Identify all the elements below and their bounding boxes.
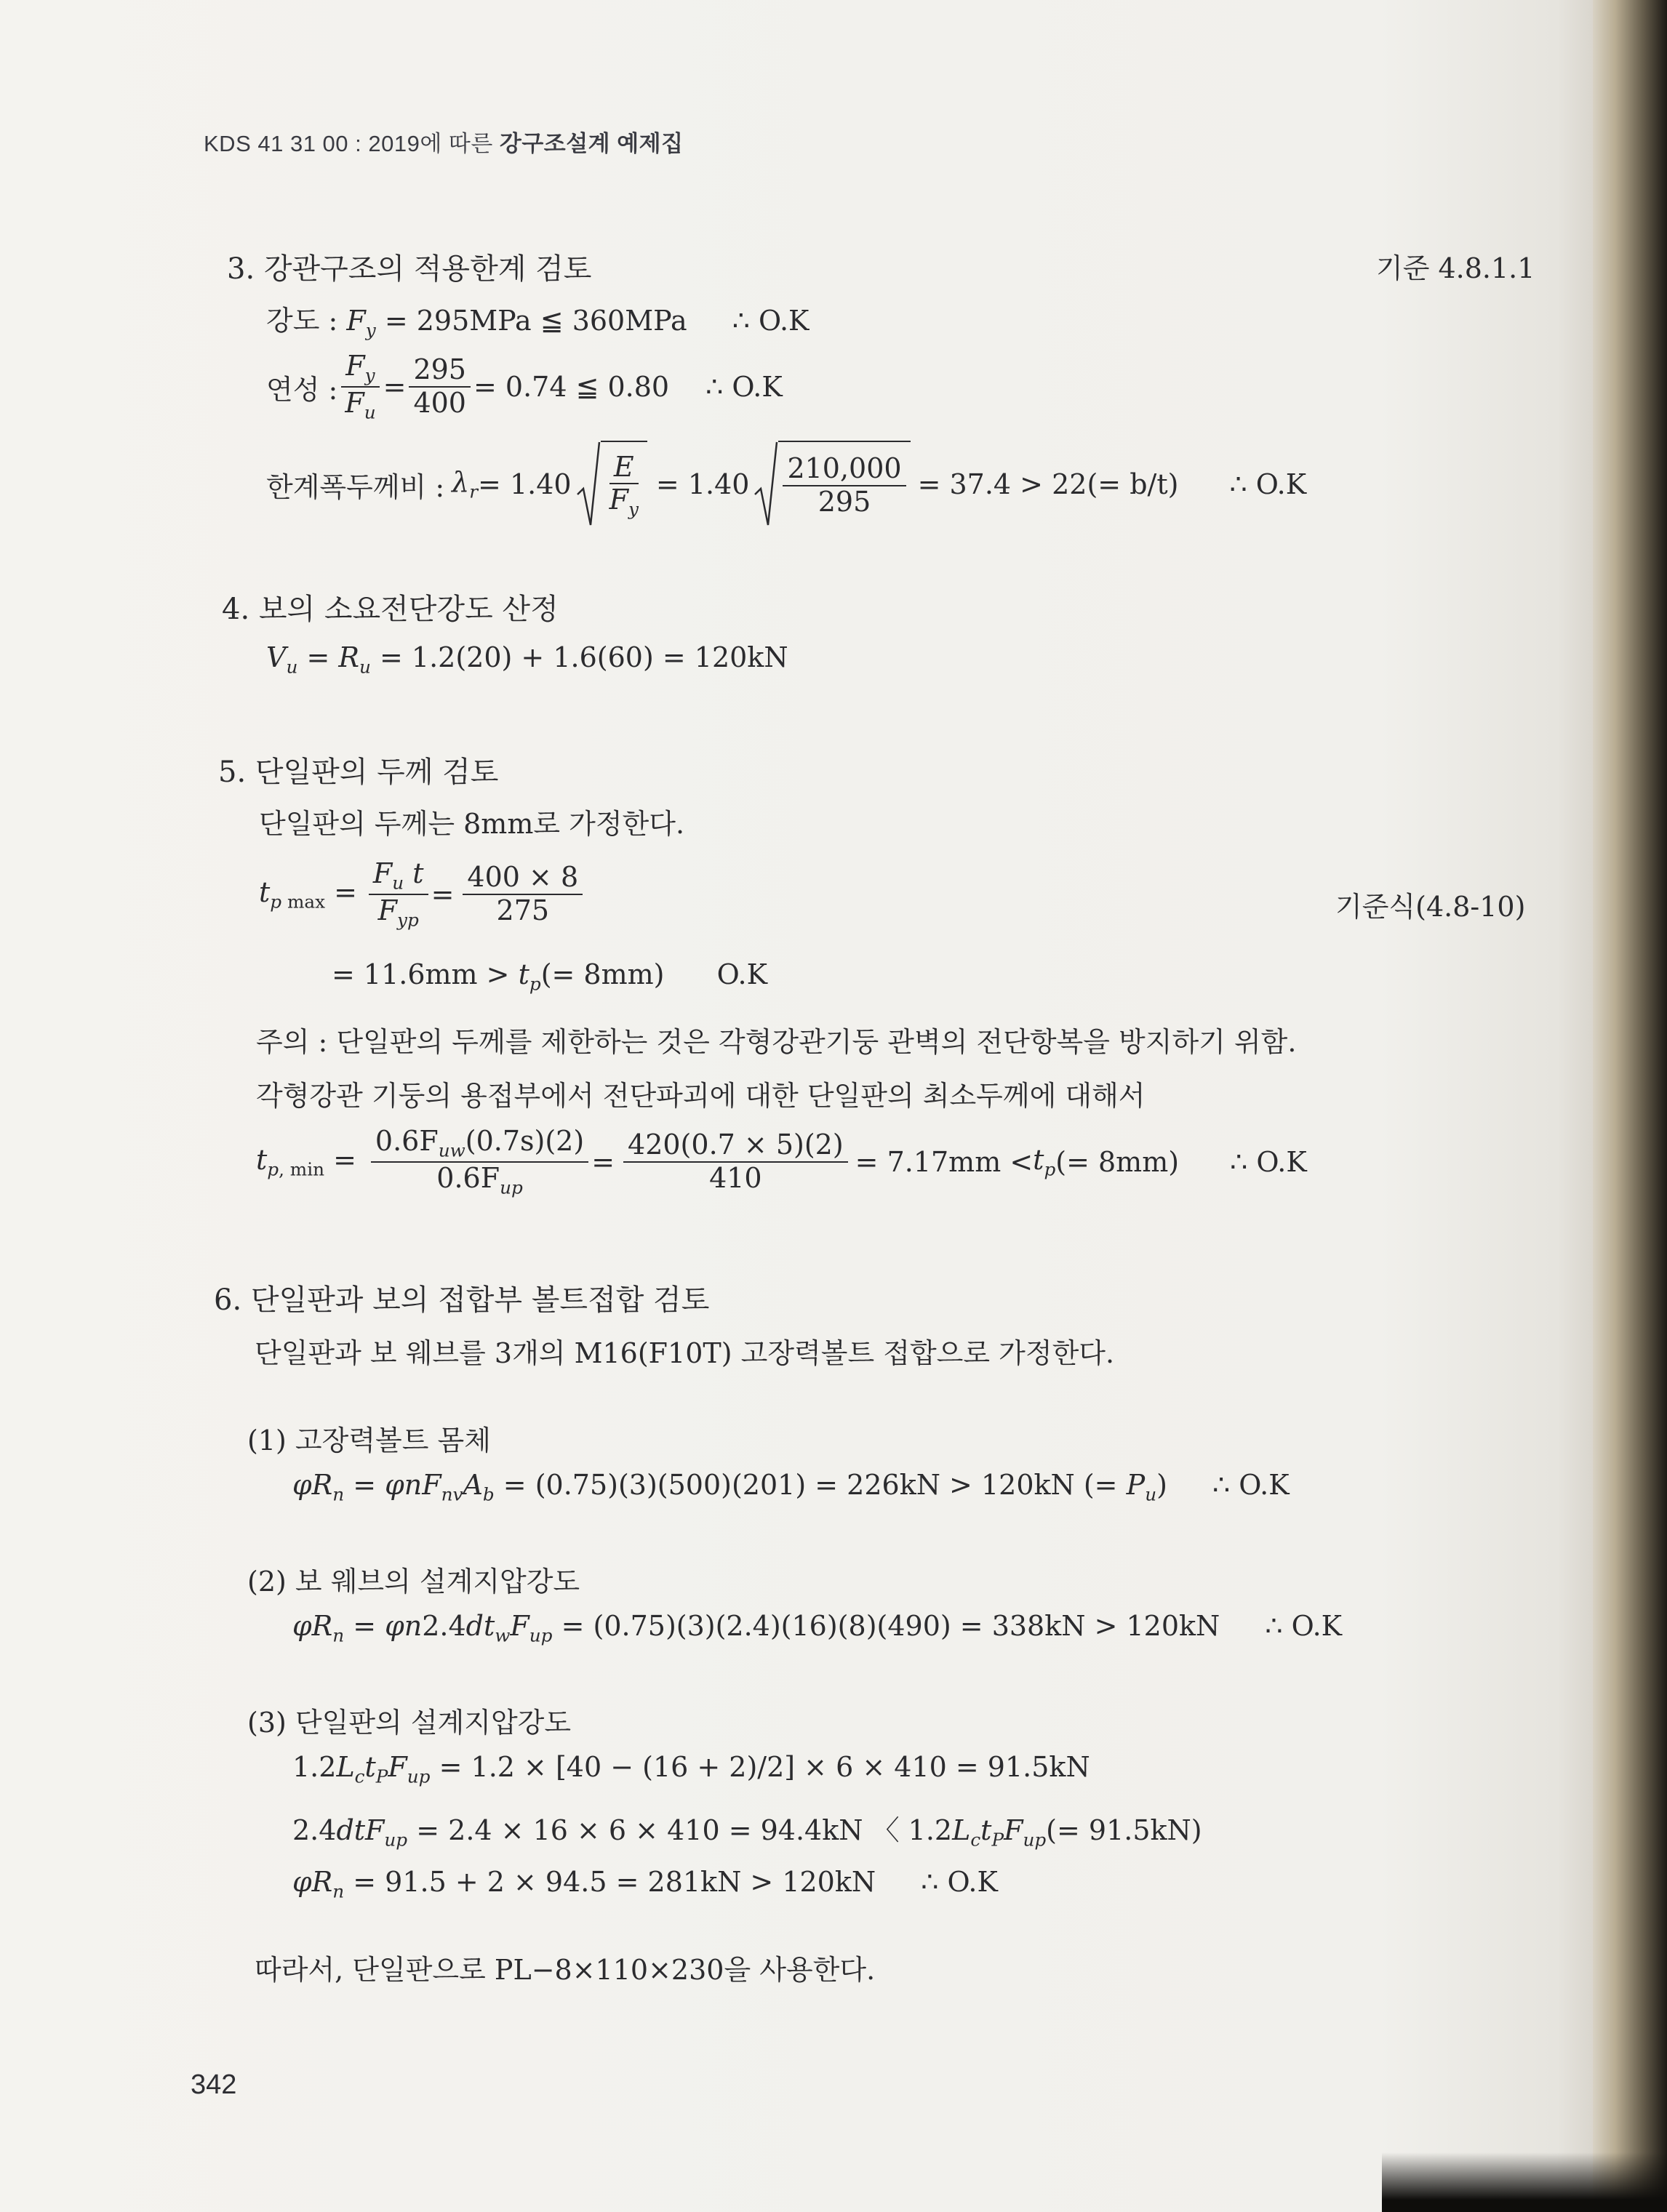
sub-1-expr: = (0.75)(3)(500)(201) = 226kN > 120kN (= xyxy=(503,1469,1127,1501)
tpmin-num1b: (0.7s)(2) xyxy=(465,1125,585,1157)
page-edge xyxy=(1593,0,1667,2212)
tpmin-den1: 0.6F xyxy=(436,1162,500,1195)
sub-2-title: (2) 보 웨브의 설계지압강도 xyxy=(247,1566,580,1598)
tpmin-result-post: (= 8mm) xyxy=(1055,1146,1180,1179)
sub-1-title: (1) 고장력볼트 몸체 xyxy=(247,1424,491,1456)
tpmax-den: 275 xyxy=(496,894,550,927)
slender-num: 210,000 xyxy=(783,453,906,486)
sub-3-line-2-expr-a: = 2.4 × 16 × 6 × 410 = 94.4kN 〈 1.2 xyxy=(416,1814,953,1846)
sqrt-symbolic: $\frac{E}{F_y}$ xyxy=(576,441,647,528)
section-5-ref: 기준식(4.8-10) xyxy=(1335,891,1526,923)
strength-label: 강도 : xyxy=(266,305,338,337)
strength-ok: ∴ O.K xyxy=(732,305,809,337)
sub-3-line-3: $\varphi R_n = 91.5 + 2 \times 94.5 = 281kN > 120kN$ ∴ O.K xyxy=(292,1866,998,1902)
slender-coef: = 1.40 xyxy=(478,468,572,500)
section-3-title: 3. 강관구조의 적용한계 검토 xyxy=(227,252,592,286)
sub-3-ok: ∴ O.K xyxy=(921,1866,998,1898)
tpmin-line: $t_{p, min}$ = $\frac{0.6F_{uw}(0.7s)(2)}{0.6F_{up}}$ = $\frac{420(0.7 \times 5)(2)}{410}$ = 7.17mm < $t_p$ (= 8mm) ∴ O.K xyxy=(256,1125,1307,1198)
slenderness-line: 한계폭두께비 : $\lambda_r$ = 1.40 $\frac{E}{F_y}$ = 1.40 $\frac{210,000}{295}$ = 37.4 > 22(= b/t) ∴ O.K xyxy=(266,441,1306,528)
strength-expr: = 295MPa ≦ 360MPa xyxy=(384,305,687,337)
tpmin-num2: 420(0.7 × 5)(2) xyxy=(623,1129,848,1163)
sub-3-line-3-expr: = 91.5 + 2 × 94.5 = 281kN > 120kN xyxy=(353,1866,876,1898)
ductility-fraction-numeric xyxy=(409,354,471,419)
section-6-title: 6. 단일판과 보의 접합부 볼트접합 검토 xyxy=(214,1283,710,1317)
sub-3-title: (3) 단일판의 설계지압강도 xyxy=(247,1707,572,1739)
ductility-ok: ∴ O.K xyxy=(705,371,783,404)
ductility-result: = 0.74 ≦ 0.80 xyxy=(473,371,670,404)
note-line-1: 주의 : 단일판의 두께를 제한하는 것은 각형강관기둥 관벽의 전단항복을 방지하기 위함. xyxy=(256,1026,1297,1058)
ductility-num: 295 xyxy=(409,354,471,388)
ductility-fraction-symbolic: $\frac{F_y}{F_u}$ xyxy=(340,350,380,423)
tpmax-result-post: (= 8mm) xyxy=(540,958,665,990)
slender-coef-2: = 1.40 xyxy=(655,468,750,500)
sub-2-expr-line: $\varphi R_n = \varphi n2.4dt_wF_{up} = (0.75)(3)(2.4)(16)(8)(490) = 338kN > 120kN$ ∴ O.K xyxy=(292,1610,1343,1646)
sub-2-expr: = (0.75)(3)(2.4)(16)(8)(490) = 338kN > 120kN xyxy=(561,1610,1220,1642)
slender-label: 한계폭두께비 : xyxy=(266,470,445,503)
section-6-assumption: 단일판과 보 웨브를 3개의 M16(F10T) 고장력볼트 접합으로 가정한다. xyxy=(255,1337,1115,1369)
page-shadow xyxy=(1382,2152,1667,2212)
page-number: 342 xyxy=(191,2069,237,2100)
strength-line: 강도 : $F_y = 295MPa$ ≦ 360MPa ∴ O.K xyxy=(266,305,809,341)
slender-result: = 37.4 > 22(= b/t) xyxy=(917,468,1179,500)
tpmax-result-line: = $11.6mm > t_p(= 8mm)$ O.K xyxy=(332,958,767,995)
sub-3-line-1-expr: = 1.2 × [40 − (16 + 2)/2] × 6 × 410 = 91.5kN xyxy=(439,1751,1090,1783)
ductility-den: 400 xyxy=(413,387,466,420)
sub-3-line-1: $1.2L_ct_PF_{up} = 1.2 \times [40 - (16 + 2)/2] \times 6 \times 410 = 91.5kN$ xyxy=(292,1751,1090,1787)
section-4-title: 4. 보의 소요전단강도 산정 xyxy=(222,593,559,626)
tpmin-num1: 0.6F xyxy=(375,1125,439,1157)
ductility-label: 연성 : xyxy=(266,373,338,406)
tpmax-num: 400 × 8 xyxy=(463,862,583,895)
sqrt-numeric xyxy=(753,441,910,528)
slender-den: 295 xyxy=(817,486,871,518)
sub-2-ok: ∴ O.K xyxy=(1265,1610,1343,1642)
note-line-2: 각형강관 기둥의 용접부에서 전단파괴에 대한 단일판의 최소두께에 대해서 xyxy=(256,1080,1146,1112)
tpmax-ok: O.K xyxy=(716,958,767,990)
sub-1-ok: ∴ O.K xyxy=(1212,1469,1290,1501)
sub-3-line-2: 2.4dtF$_{up}$ = 2.4 × 16 × 6 × 410 = 94.4kN 〈 $1.2L_ct_PF_{up}(= 91.5kN)$ xyxy=(292,1814,1202,1851)
tpmax-result-pre: = 11.6mm > xyxy=(332,958,519,990)
shear-demand-line: $V_u = R_u = 1.2(20) + 1.6(60) = 120kN$ xyxy=(266,641,788,678)
shear-demand-expr: = 1.2(20) + 1.6(60) = 120kN xyxy=(379,641,788,673)
tpmin-ok: ∴ O.K xyxy=(1230,1146,1307,1179)
tpmin-den2: 410 xyxy=(709,1162,762,1195)
header-bold: 강구조설계 예제집 xyxy=(499,131,684,156)
tpmin-result-pre: = 7.17mm < xyxy=(855,1146,1034,1179)
section-3-ref: 기준 4.8.1.1 xyxy=(1376,252,1535,284)
header-plain: KDS 41 31 00 : 2019에 따른 xyxy=(204,131,500,156)
ductility-line: 연성 : $\frac{F_y}{F_u}$ = $\frac{295}{400}$ = 0.74 ≦ 0.80 ∴ O.K xyxy=(266,350,783,423)
sub-1-expr-line: $\varphi R_n = \varphi nF_{nv}A_b = (0.75)(3)(500)(201) = 226kN > 120kN$ (= $P_u$) ∴ O.K xyxy=(292,1469,1290,1505)
conclusion: 따라서, 단일판으로 PL−8×110×230을 사용한다. xyxy=(255,1954,876,1986)
section-5-title: 5. 단일판의 두께 검토 xyxy=(218,756,499,789)
slender-ok: ∴ O.K xyxy=(1229,468,1307,500)
sub-3-line-2-expr-b: (= 91.5kN) xyxy=(1046,1814,1202,1846)
section-5-assumption: 단일판의 두께는 8mm로 가정한다. xyxy=(259,808,685,840)
tpmax-line: $t_{p max}$ = $\frac{F_u t}{F_{yp}}$ = $\frac{400 \times 8}{275}$ xyxy=(259,858,585,931)
running-header xyxy=(204,125,684,158)
